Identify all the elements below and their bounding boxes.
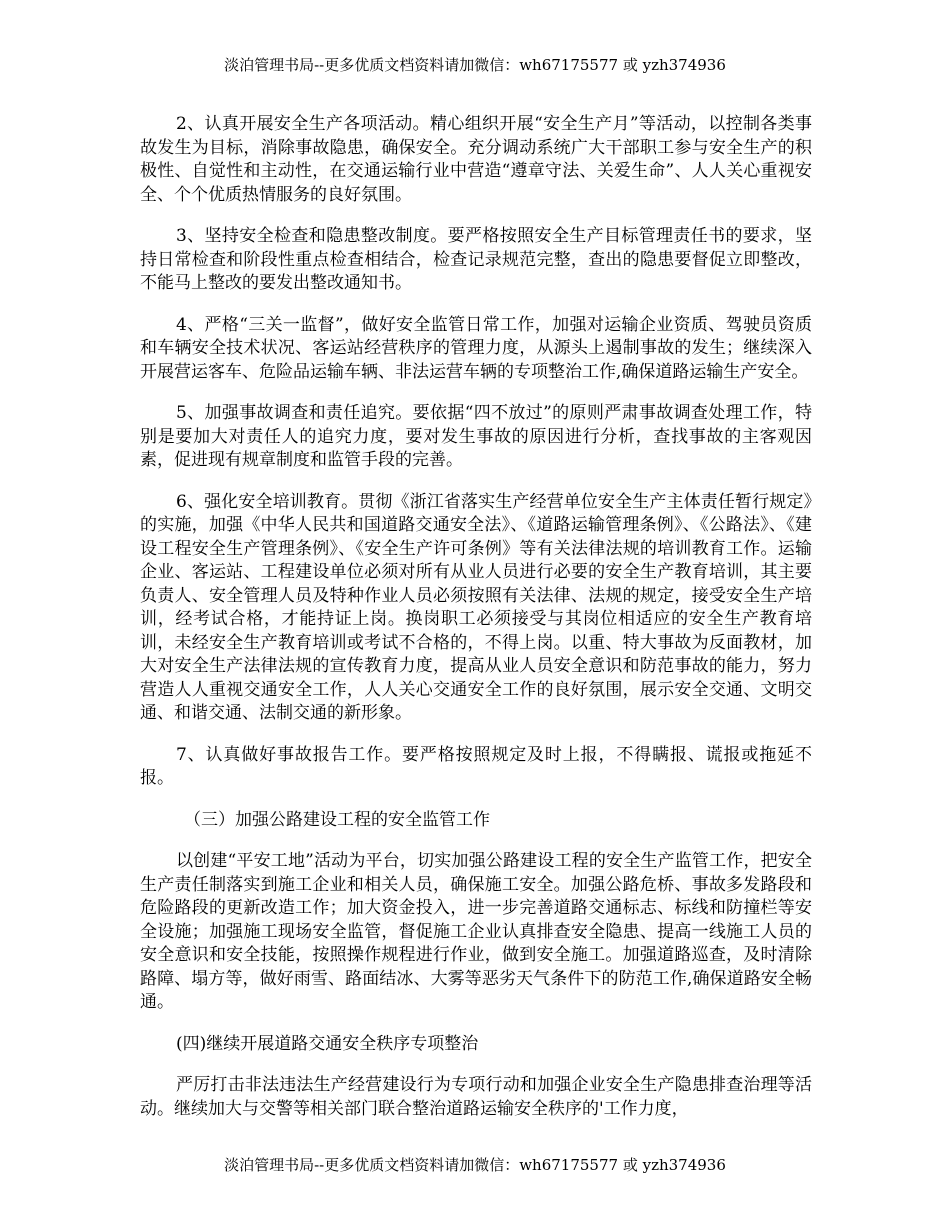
paragraph-item-5: 5、加强事故调查和责任追究。要依据“四不放过”的原则严肃事故调查处理工作，特别是要加大对责任人的追究力度，要对发生事故的原因进行分析，查找事故的主客观因素，促进现有规章制度和监管手段的完善。 (140, 403, 812, 470)
page-header: 淡泊管理书局--更多优质文档资料请加微信：wh67175577 或 yzh374936 (224, 56, 726, 74)
document-body (140, 113, 812, 1139)
paragraph-item-6: 6、强化安全培训教育。贯彻《浙江省落实生产经营单位安全生产主体责任暂行规定》的实施，加强《中华人民共和国道路交通安全法》、《道路运输管理条例》、《公路法》、《建设工程安全生产管理条例》、《安全生产许可条例》等有关法律法规的培训教育工作。运输企业、客运站、工程建设单位必须对所有从业人员进行必要的安全生产教育培训，其主要负责人、安全管理人员及特种作业人员必须按照有关法律、法规的规定，接受安全生产培训，经考试合格，才能持证上岗。换岗职工必须接受与其岗位相适应的安全生产教育培训，未经安全生产教育培训或考试不合格的，不得上岗。以重、特大事故为反面教材，加大对安全生产法律法规的宣传教育力度，提高从业人员安全意识和防范事故的能力，努力营造人人重视交通安全工作，人人关心交通安全工作的良好氛围，展示安全交通、文明交通、和谐交通、法制交通的新形象。 (140, 491, 812, 723)
section-3-body: 以创建“平安工地”活动为平台，切实加强公路建设工程的安全生产监管工作，把安全生产责任制落实到施工企业和相关人员，确保施工安全。加强公路危桥、事故多发路段和危险路段的更新改造工作；加大资金投入，进一步完善道路交通标志、标线和防撞栏等安全设施；加强施工现场安全监管，督促施工企业认真排查安全隐患、提高一线施工人员的安全意识和安全技能，按照操作规程进行作业，做到安全施工。加强道路巡查，及时清除路障、塌方等，做好雨雪、路面结冰、大雾等恶劣天气条件下的防范工作,确保道路安全畅通。 (140, 851, 812, 1012)
section-3-heading: （三）加强公路建设工程的安全监管工作 (184, 809, 490, 830)
section-4-heading: (四)继续开展道路交通安全秩序专项整治 (176, 1033, 479, 1054)
page-footer: 淡泊管理书局--更多优质文档资料请加微信：wh67175577 或 yzh374936 (224, 1156, 726, 1174)
section-4-body: 严厉打击非法违法生产经营建设行为专项行动和加强企业安全生产隐患排查治理等活动。继续加大与交警等相关部门联合整治道路运输安全秩序的'工作力度， (140, 1075, 812, 1119)
paragraph-item-4: 4、严格“三关一监督”，做好安全监管日常工作，加强对运输企业资质、驾驶员资质和车辆安全技术状况、客运站经营秩序的管理力度，从源头上遏制事故的发生；继续深入开展营运客车、危险品运输车辆、非法运营车辆的专项整治工作,确保道路运输生产安全。 (140, 314, 812, 382)
paragraph-item-2: 2、认真开展安全生产各项活动。精心组织开展“安全生产月”等活动，以控制各类事故发生为目标，消除事故隐患，确保安全。充分调动系统广大干部职工参与安全生产的积极性、自觉性和主动性，在交通运输行业中营造“遵章守法、关爱生命”、人人关心重视安全、个个优质热情服务的良好氛围。 (140, 114, 812, 205)
paragraph-item-3: 3、坚持安全检查和隐患整改制度。要严格按照安全生产目标管理责任书的要求，坚持日常检查和阶段性重点检查相结合，检查记录规范完整，查出的隐患要督促立即整改，不能马上整改的要发出整改通知书。 (140, 226, 812, 293)
paragraph-item-7: 7、认真做好事故报告工作。要严格按照规定及时上报，不得瞒报、谎报或拖延不报。 (140, 744, 812, 788)
